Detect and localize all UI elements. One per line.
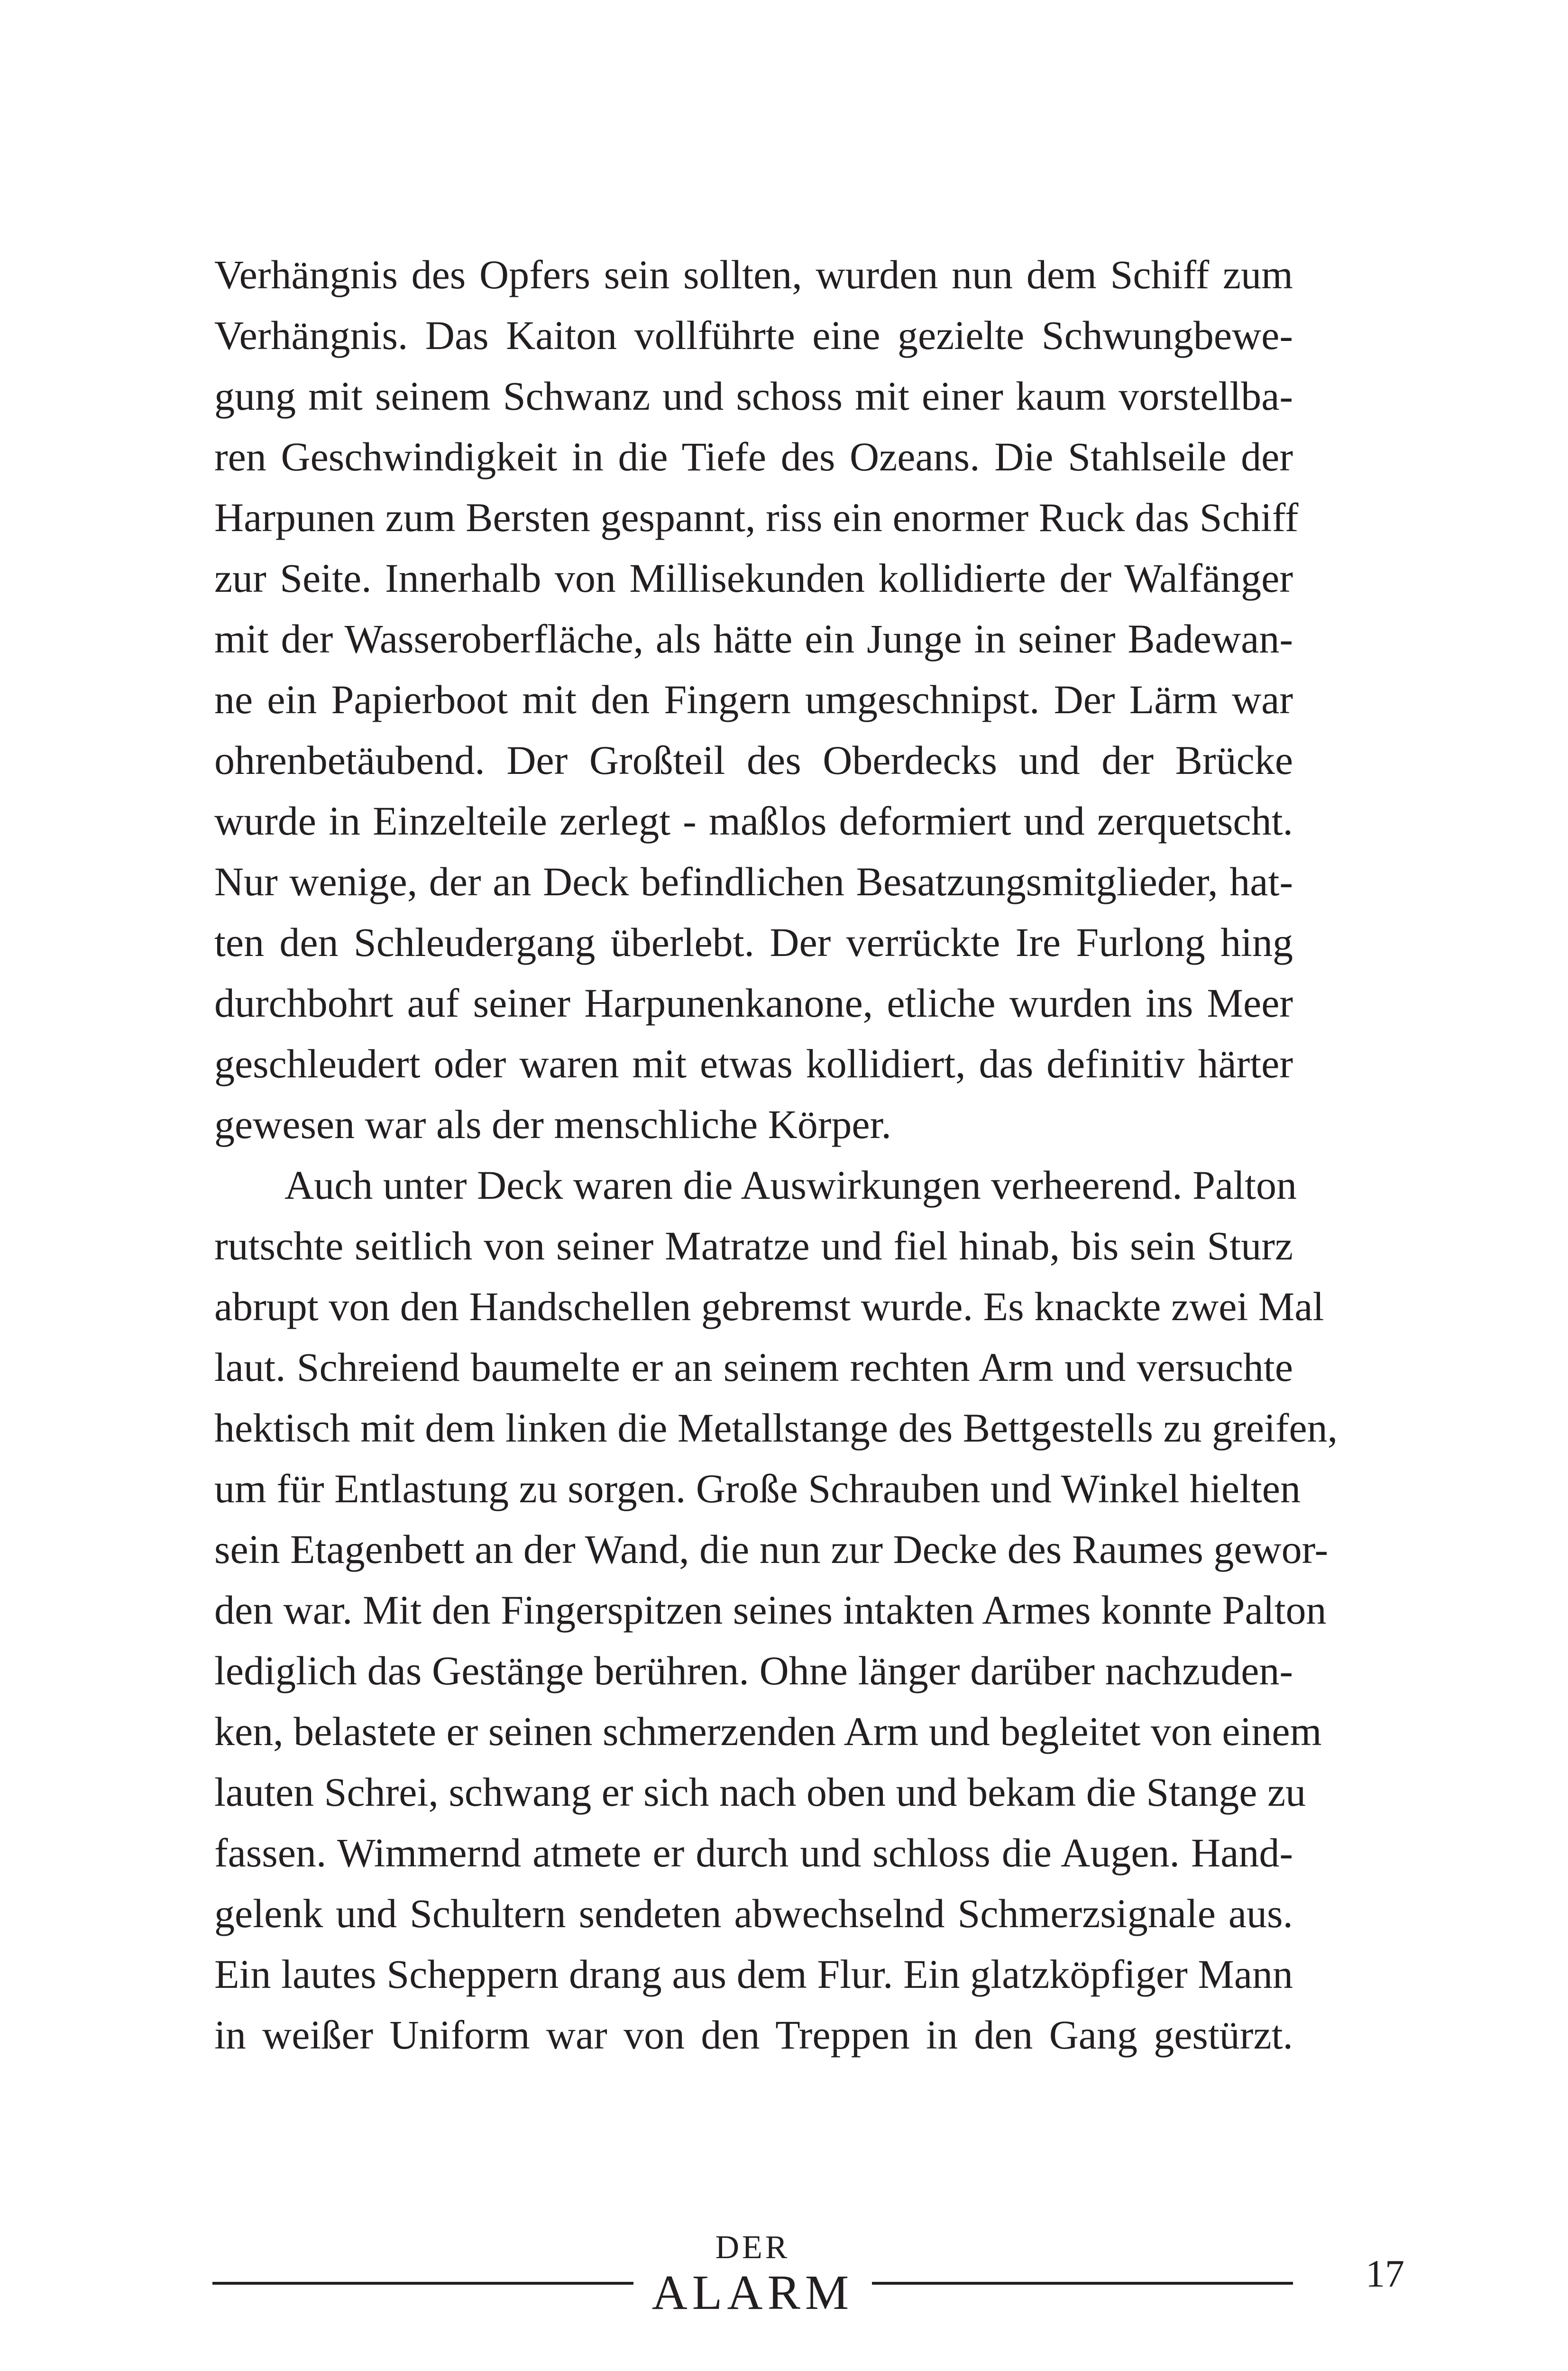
text-line: abrupt von den Handschellen gebremst wurde. Es knackte zwei Mal	[214, 1284, 1324, 1329]
paragraph-1	[214, 244, 1299, 1155]
book-logo	[635, 2229, 870, 2319]
text-line: ne ein Papierboot mit den Fingern umgeschnipst. Der Lärm war	[214, 677, 1293, 722]
text-line: fassen. Wimmernd atmete er durch und schloss die Augen. Hand-	[214, 1830, 1293, 1875]
page-number: 17	[1366, 2252, 1404, 2295]
text-line: Harpunen zum Bersten gespannt, riss ein enormer Ruck das Schiff	[214, 495, 1299, 540]
text-line: in weißer Uniform war von den Treppen in den Gang gestürzt.	[214, 2012, 1293, 2058]
text-line: gelenk und Schultern sendeten abwechselnd Schmerzsignale aus.	[214, 1891, 1293, 1936]
text-line: lediglich das Gestänge berühren. Ohne länger darüber nachzuden-	[214, 1648, 1293, 1693]
text-line: den war. Mit den Fingerspitzen seines intakten Armes konnte Palton	[214, 1587, 1327, 1633]
paragraph-2	[214, 1155, 1338, 2065]
text-line: gewesen war als der menschliche Körper.	[214, 1102, 891, 1147]
text-line: hektisch mit dem linken die Metallstange des Bettgestells zu greifen,	[214, 1405, 1338, 1451]
text-line: zur Seite. Innerhalb von Millisekunden kollidierte der Walfänger	[214, 555, 1293, 601]
text-line: Nur wenige, der an Deck befindlichen Besatzungsmitglieder, hat-	[214, 859, 1293, 904]
text-line: mit der Wasseroberfläche, als hätte ein Junge in seiner Badewan-	[214, 616, 1293, 662]
text-line: lauten Schrei, schwang er sich nach oben und bekam die Stange zu	[214, 1769, 1306, 1815]
text-line: ken, belastete er seinen schmerzenden Arm und begleitet von einem	[214, 1709, 1322, 1754]
logo-line-1: DER	[715, 2229, 790, 2266]
page-body	[214, 244, 1338, 2065]
text-line: durchbohrt auf seiner Harpunenkanone, etliche wurden ins Meer	[214, 980, 1293, 1026]
text-line: um für Entlastung zu sorgen. Große Schrauben und Winkel hielten	[214, 1466, 1301, 1511]
text-line: wurde in Einzelteile zerlegt - maßlos deformiert und zerquetscht.	[214, 798, 1293, 844]
text-line: ren Geschwindigkeit in die Tiefe des Ozeans. Die Stahlseile der	[214, 434, 1293, 479]
text-line: Ein lautes Scheppern drang aus dem Flur. Ein glatzköpfiger Mann	[214, 1951, 1293, 1997]
text-line: ten den Schleudergang überlebt. Der verrückte Ire Furlong hing	[214, 919, 1293, 965]
text-line: Auch unter Deck waren die Auswirkungen verheerend. Palton	[284, 1162, 1297, 1208]
text-line: Verhängnis des Opfers sein sollten, wurden nun dem Schiff zum	[214, 252, 1293, 297]
text-line: rutschte seitlich von seiner Matratze und fiel hinab, bis sein Sturz	[214, 1223, 1293, 1268]
text-line: laut. Schreiend baumelte er an seinem rechten Arm und versuchte	[214, 1344, 1293, 1390]
logo-line-2: ALARM	[651, 2265, 854, 2320]
text-line: gung mit seinem Schwanz und schoss mit einer kaum vorstellba-	[214, 373, 1293, 419]
footer-rule-left	[212, 2282, 633, 2285]
text-line: sein Etagenbett an der Wand, die nun zur Decke des Raumes gewor-	[214, 1526, 1329, 1572]
footer-rule-right	[872, 2282, 1293, 2285]
text-line: ohrenbetäubend. Der Großteil des Oberdecks und der Brücke	[214, 737, 1293, 783]
text-line: geschleudert oder waren mit etwas kollidiert, das definitiv härter	[214, 1041, 1293, 1086]
text-line: Verhängnis. Das Kaiton vollführte eine gezielte Schwungbewe-	[214, 312, 1293, 358]
